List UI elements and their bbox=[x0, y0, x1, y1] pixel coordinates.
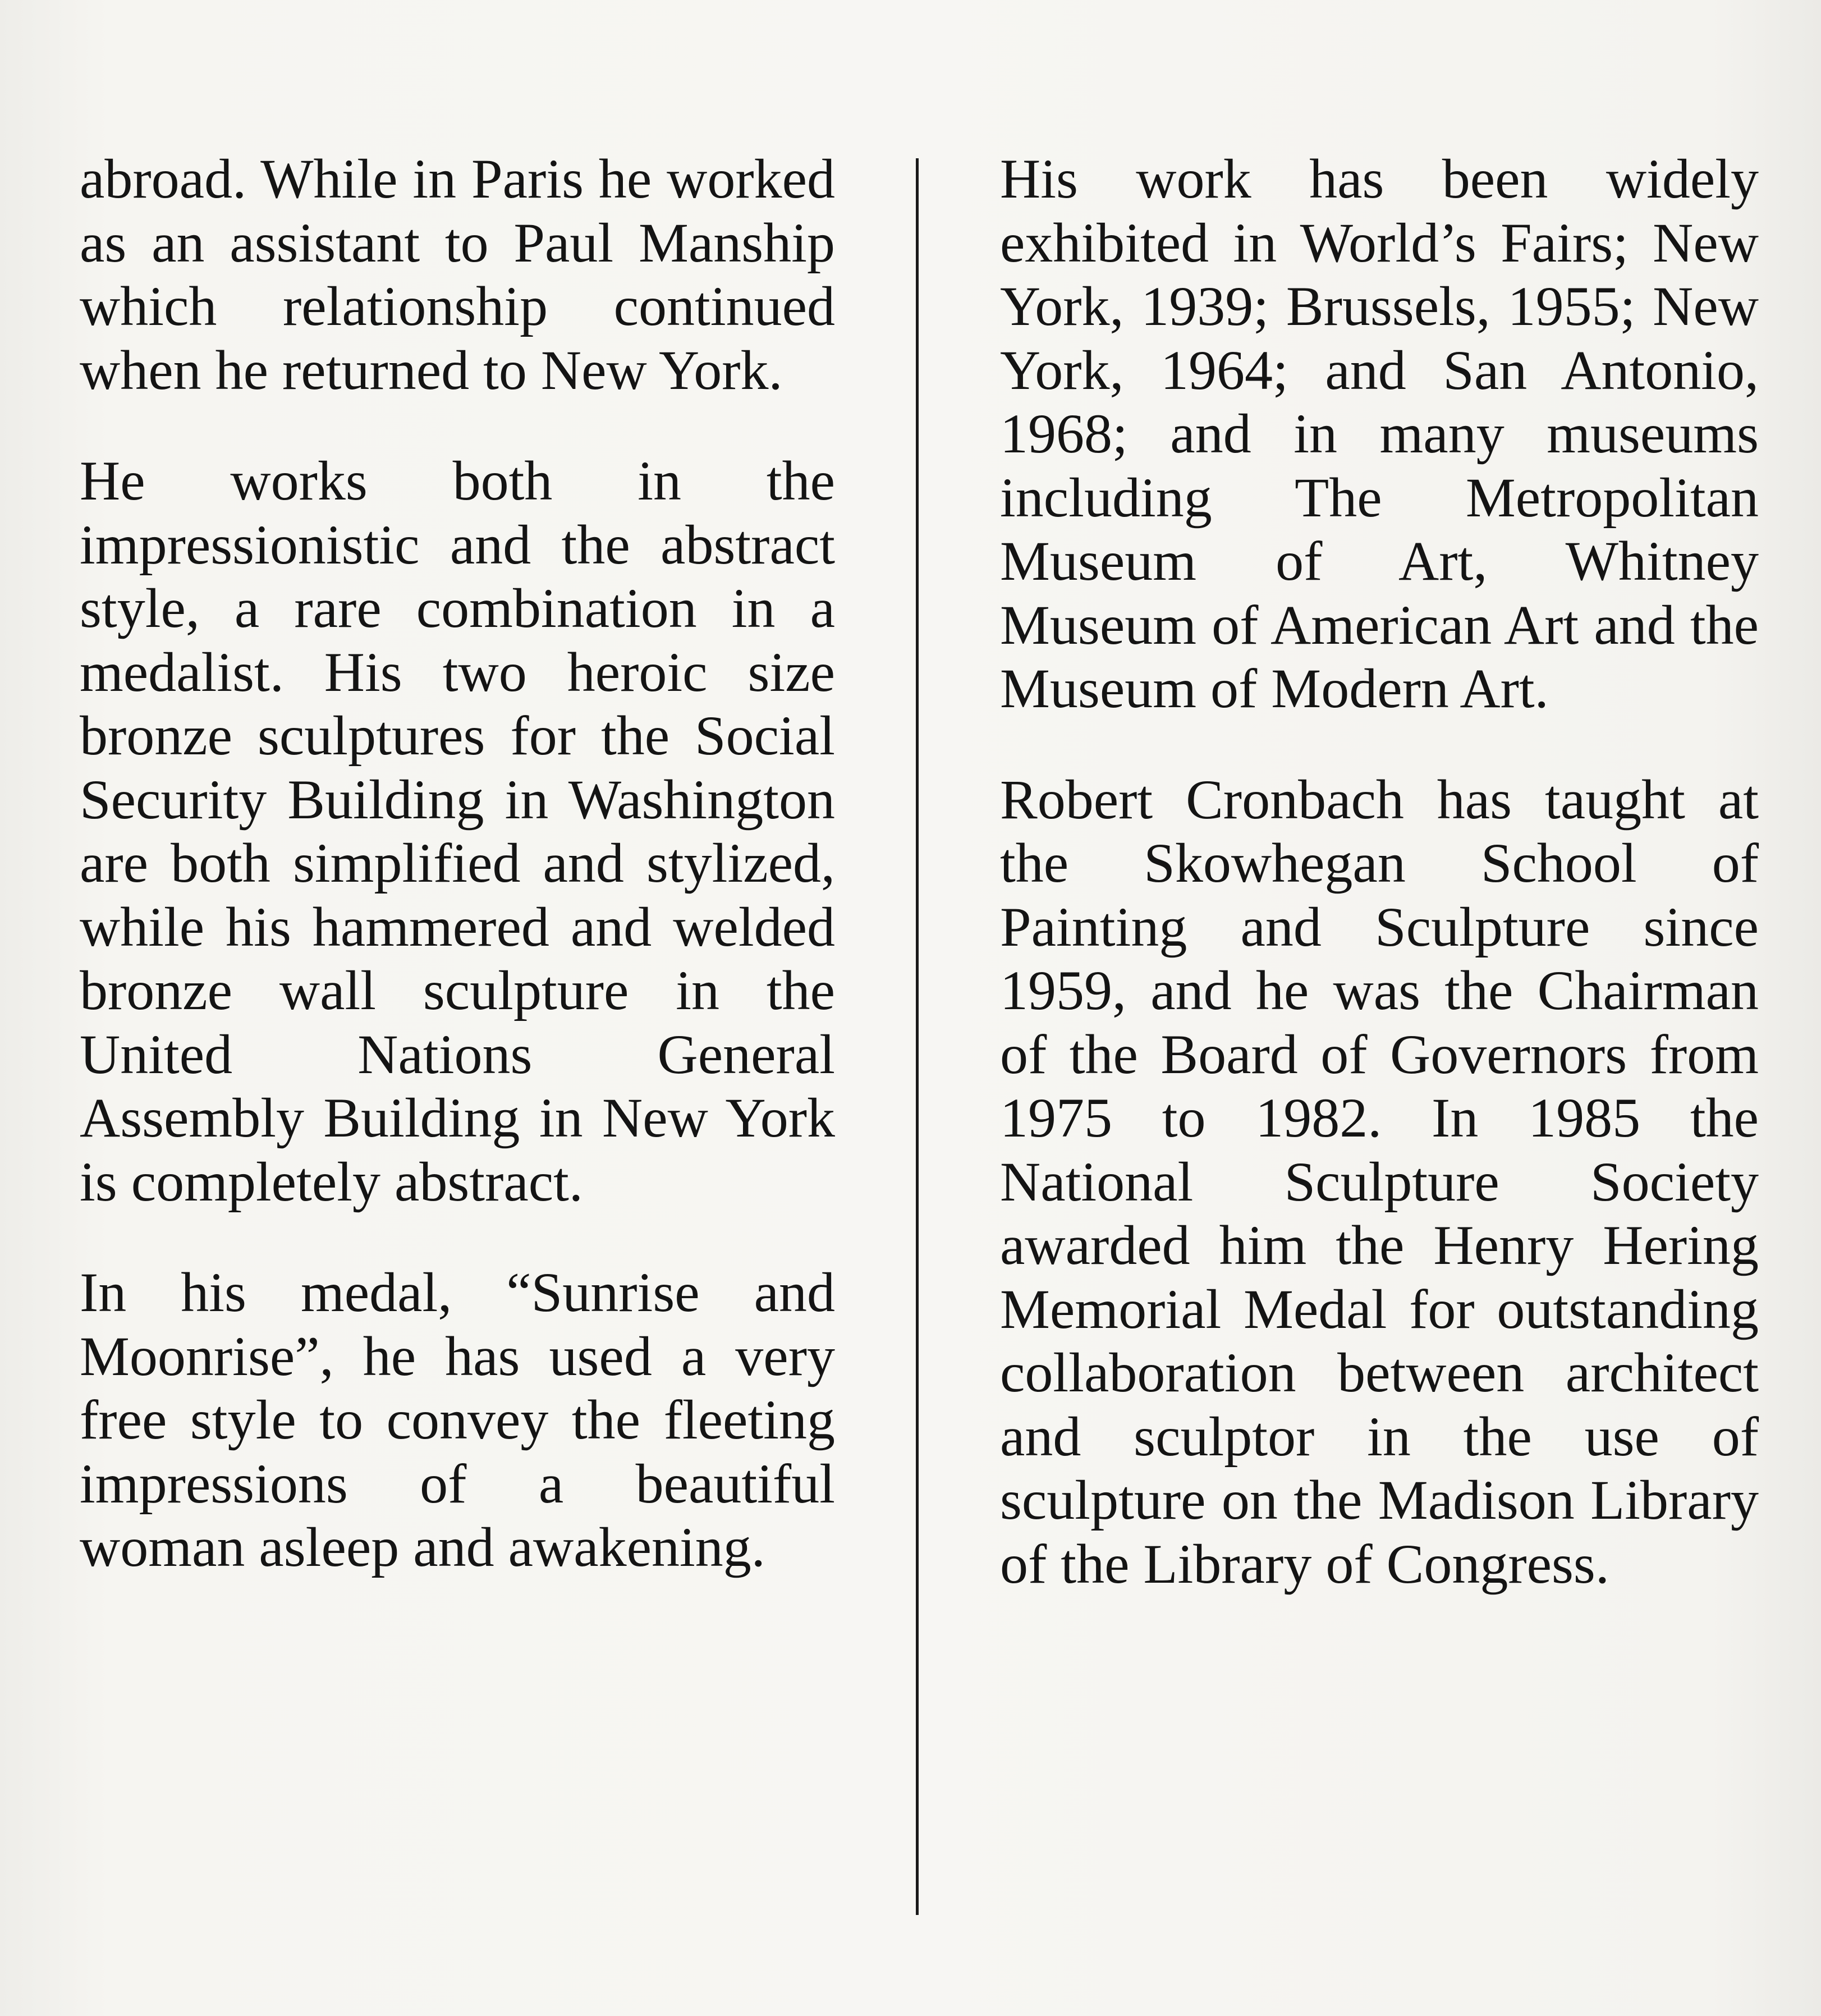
paragraph-medal: In his medal, “Sunrise and Moonrise”, he has used a very free style to convey the fleeting impressions of a beautiful woman asleep and awakening. bbox=[80, 1261, 835, 1578]
paragraph-teaching: Robert Cronbach has taught at the Skowhegan School of Painting and Sculpture since 1959, and he was the Chairman of the Board of Governors from 1975 to 1982. In 1985 the National Sculpture Society awarded him the Henry Hering Memorial Medal for outstanding collaboration between architect and sculptor in the use of sculpture on the Madison Library of the Library of Congress. bbox=[1000, 768, 1759, 1595]
paragraph-paris: abroad. While in Paris he worked as an assistant to Paul Manship which relationship continued when he returned to New York. bbox=[80, 148, 835, 401]
column-divider bbox=[916, 158, 919, 1915]
left-text-column bbox=[80, 147, 835, 1626]
paragraph-style: He works both in the impressionistic and the abstract style, a rare combination in a medalist. His two heroic size bronze sculptures for the Social Security Building in Washington are both simplified and stylized, while his hammered and welded bronze wall sculpture in the United Nations General Assembly Building in New York is completely abstract. bbox=[80, 450, 835, 1213]
right-text-column bbox=[1000, 147, 1759, 1643]
paragraph-exhibitions: His work has been widely exhibited in World’s Fairs; New York, 1939; Brussels, 1955; New York, 1964; and San Antonio, 1968; and in many museums including The Metropolitan Museum of Art, Whitney Museum of American Art and the Museum of Modern Art. bbox=[1000, 148, 1759, 720]
